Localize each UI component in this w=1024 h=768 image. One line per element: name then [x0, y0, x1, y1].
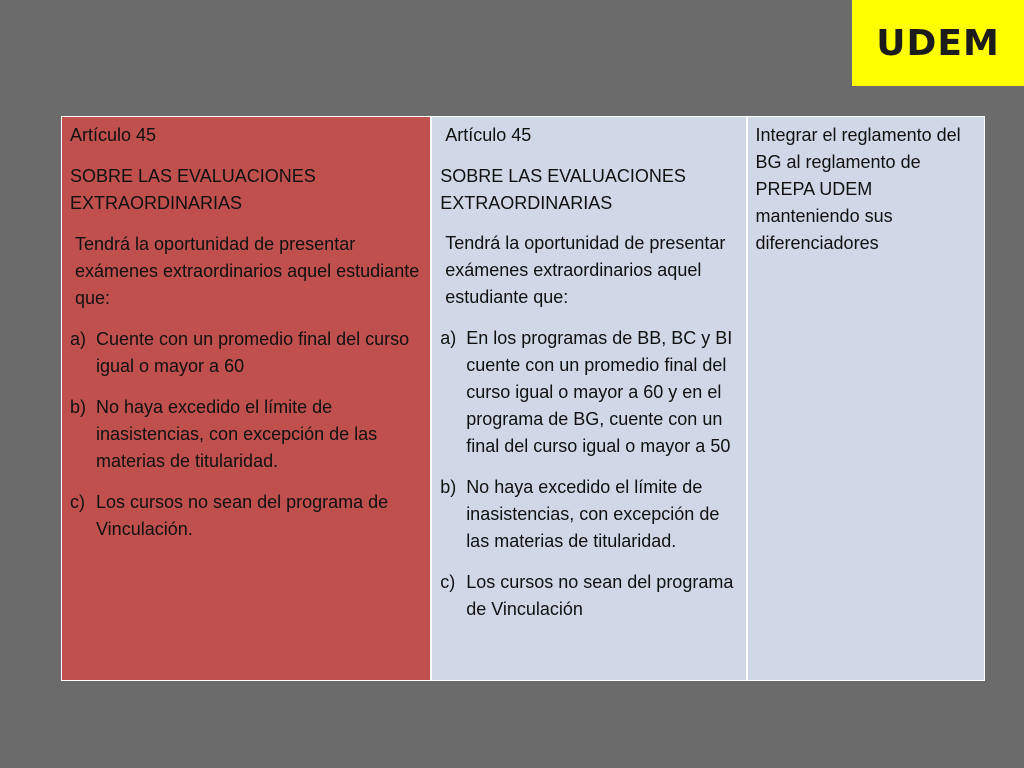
list-item-text: No haya excedido el límite de inasistencias, con excepción de las materias de titularidad.: [96, 397, 378, 471]
list-item: [440, 325, 738, 460]
udem-logo: [852, 0, 1024, 86]
list-item-text: No haya excedido el límite de inasistencias, con excepción de las materias de titularidad.: [466, 477, 720, 551]
list-item-text: Los cursos no sean del programa de Vinculación.: [96, 492, 389, 539]
article-heading: Artículo 45: [445, 125, 532, 145]
article-heading: Artículo 45: [70, 125, 157, 145]
section-title: SOBRE LAS EVALUACIONES EXTRAORDINARIAS: [70, 166, 316, 213]
list-marker: b): [440, 477, 457, 497]
table-column-proposed: [430, 117, 745, 680]
list-item: [70, 489, 423, 543]
note-text: Integrar el reglamento del BG al reglamento de PREPA UDEM manteniendo sus diferenciadores: [755, 125, 961, 253]
list-marker: a): [70, 329, 87, 349]
list-marker: c): [440, 572, 456, 592]
list-marker: a): [440, 328, 457, 348]
table-column-notes: [746, 117, 985, 680]
list-item-text: En los programas de BB, BC y BI cuente con un promedio final del curso igual o mayor a 60 y en el programa de BG, cuente con un final del curso igual o mayor a 50: [466, 328, 733, 456]
list-marker: b): [70, 397, 87, 417]
intro-text: Tendrá la oportunidad de presentar exámenes extraordinarios aquel estudiante que:: [75, 234, 420, 308]
comparison-table: [61, 116, 985, 681]
list-marker: c): [70, 492, 85, 512]
logo-text: UDEM: [876, 22, 1000, 64]
intro-text: Tendrá la oportunidad de presentar exámenes extraordinarios aquel estudiante que:: [445, 233, 726, 307]
section-title: SOBRE LAS EVALUACIONES EXTRAORDINARIAS: [440, 166, 686, 213]
list-item-text: Los cursos no sean del programa de Vinculación: [466, 572, 734, 619]
list-item: [440, 569, 738, 623]
list-item: [70, 394, 423, 475]
list-item: [70, 326, 423, 380]
list-item: [440, 474, 738, 555]
list-item-text: Cuente con un promedio final del curso igual o mayor a 60: [96, 329, 410, 376]
table-column-original: [62, 117, 430, 680]
